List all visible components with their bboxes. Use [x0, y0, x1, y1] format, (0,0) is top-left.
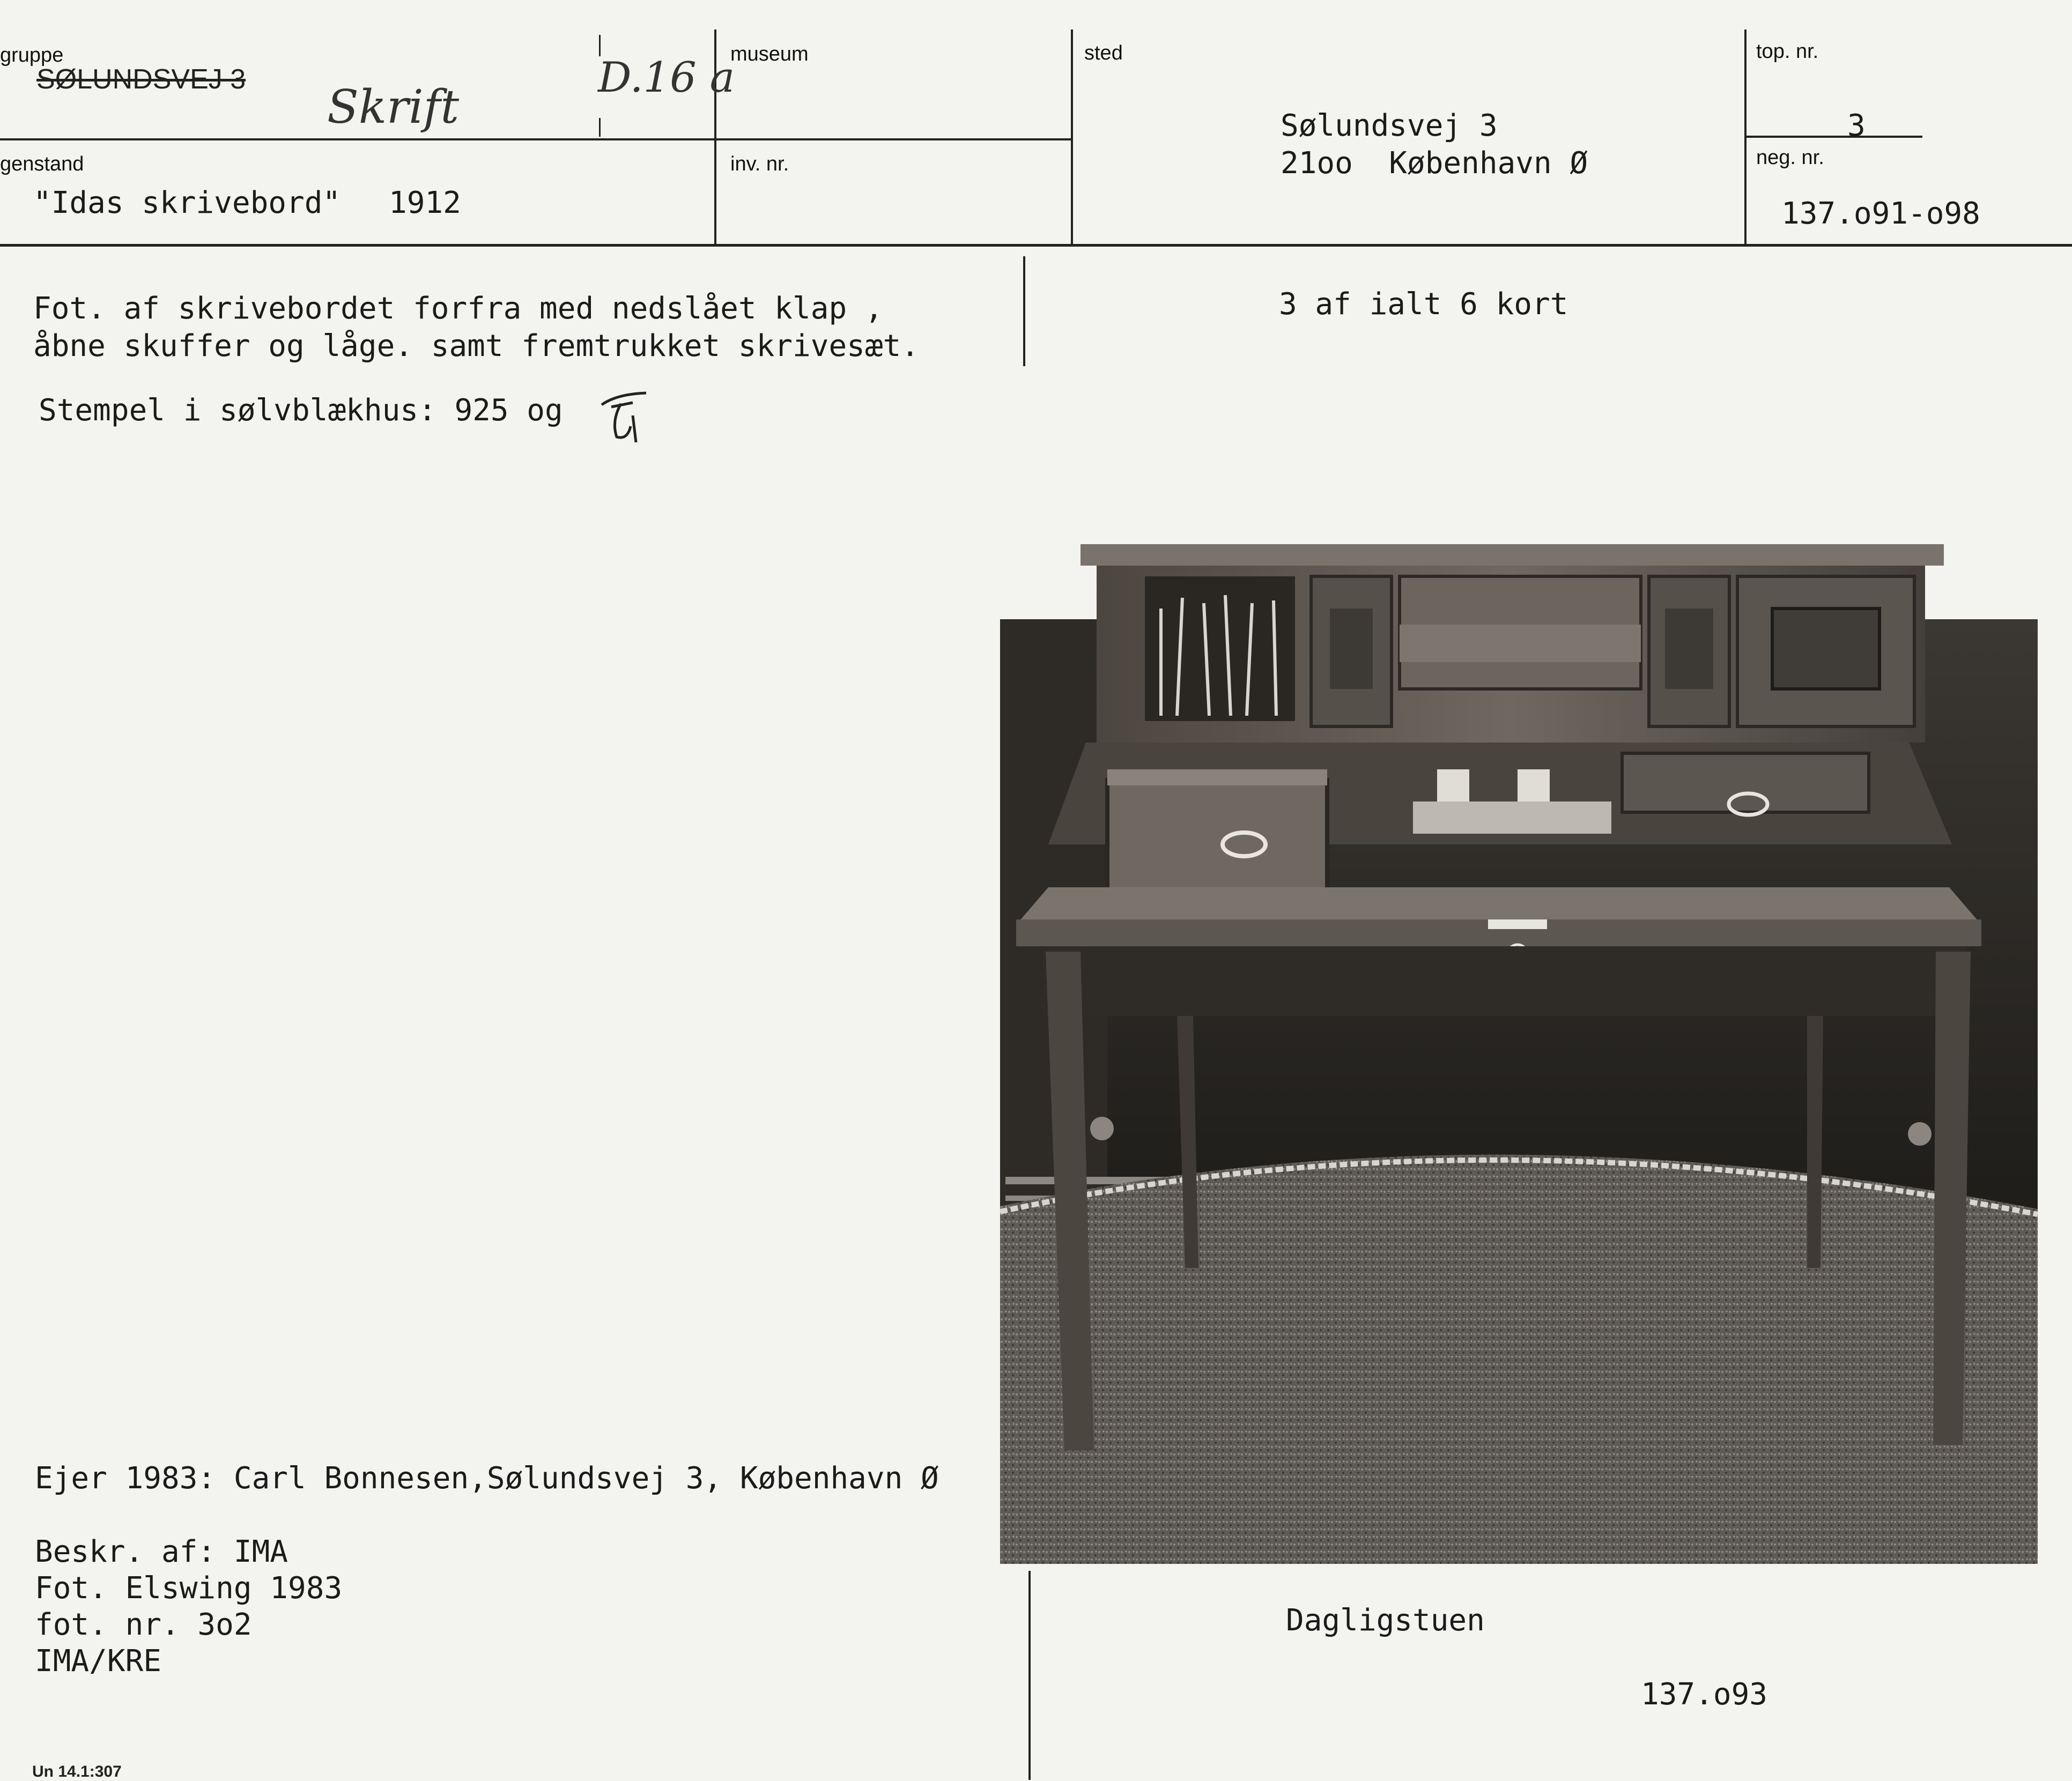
credit-line-3: fot. nr. 3o2	[35, 1607, 252, 1642]
sted-line1: Sølundsvej 3	[1281, 108, 1498, 143]
top-nr-label: top. nr.	[1756, 40, 1819, 63]
credit-line-1: Beskr. af: IMA	[35, 1534, 288, 1569]
gruppe-handwritten-code: D.16 a	[598, 54, 735, 102]
header-divider-top	[1744, 29, 1747, 244]
body-divider-lower	[1028, 1571, 1031, 1780]
body-divider-upper	[1023, 256, 1025, 366]
inv-nr-label: inv. nr.	[730, 153, 789, 175]
description-line-2: åbne skuffer og låge. samt fremtrukket skrivesæt.	[33, 329, 920, 363]
stamp-text: Stempel i sølvblækhus: 925 og	[39, 393, 563, 428]
gruppe-value: SØLUNDSVEJ 3	[36, 64, 246, 95]
desk-photograph	[1000, 544, 2038, 1564]
museum-label: museum	[730, 43, 809, 65]
sted-line2: 21oo København Ø	[1281, 146, 1588, 181]
owner-line: Ejer 1983: Carl Bonnesen,Sølundsvej 3, København Ø	[35, 1461, 939, 1496]
photo-number: 137.o93	[1641, 1677, 1768, 1712]
neg-nr-value: 137.o91-o98	[1781, 196, 1980, 231]
description-line-1: Fot. af skrivebordet forfra med nedslået klap ,	[33, 291, 883, 326]
gruppe-handwritten-skrift: Skrift	[327, 80, 460, 134]
top-nr-value: 3	[1847, 108, 1866, 143]
header-rule-right-top	[1745, 136, 1922, 138]
header-divider-sted	[1071, 29, 1073, 244]
credit-line-2: Fot. Elswing 1983	[35, 1571, 343, 1606]
card-count: 3 af ialt 6 kort	[1279, 287, 1568, 322]
room-caption: Dagligstuen	[1286, 1603, 1485, 1638]
credit-line-4: IMA/KRE	[35, 1644, 162, 1679]
gruppe-tick-bottom	[599, 118, 601, 137]
sted-label: sted	[1084, 42, 1123, 64]
genstand-year: 1912	[389, 185, 461, 220]
genstand-label: genstand	[0, 153, 84, 175]
neg-nr-label: neg. nr.	[1756, 146, 1824, 169]
genstand-value: "Idas skrivebord"	[33, 185, 341, 220]
header-rule-top	[0, 138, 1072, 140]
gruppe-label: gruppe	[0, 44, 64, 66]
form-code: Un 14.1:307	[32, 1763, 122, 1780]
hallmark-drawing-icon	[595, 389, 654, 448]
header-bottom-rule	[0, 244, 2072, 247]
gruppe-tick-top	[599, 35, 601, 56]
